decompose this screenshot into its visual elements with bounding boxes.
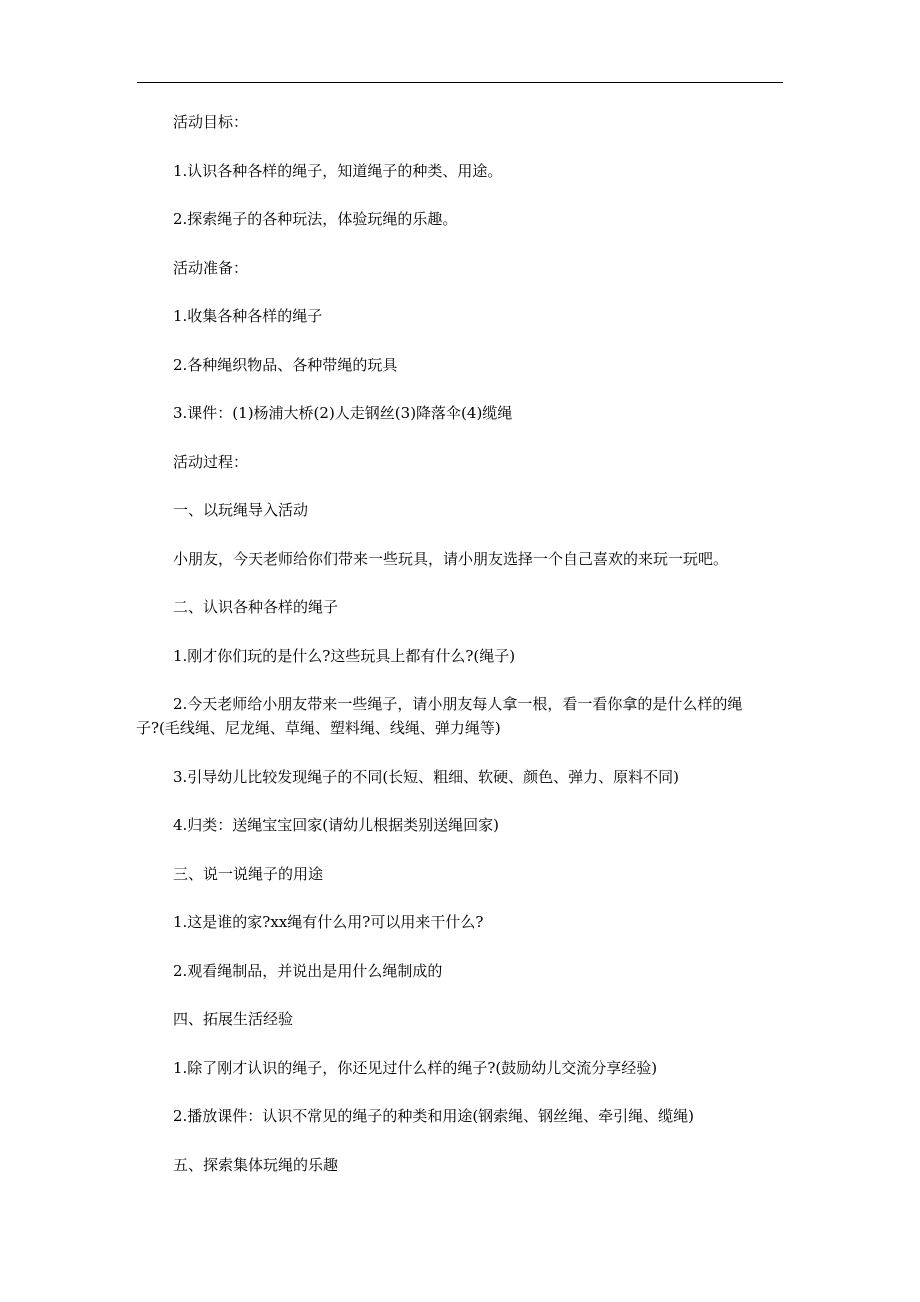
step-2-item-4: 4.归类：送绳宝宝回家(请幼儿根据类别送绳回家) <box>173 816 500 834</box>
document-body <box>136 110 783 1177</box>
step-2-item-2: 2.今天老师给小朋友带来一些绳子，请小朋友每人拿一根，看一看你拿的是什么样的绳 <box>173 695 743 713</box>
step-3-item-2: 2.观看绳制品，并说出是用什么绳制成的 <box>173 961 443 980</box>
preparation-item-2: 2.各种绳织物品、各种带绳的玩具 <box>173 355 398 374</box>
step-heading-3: 三、说一说绳子的用途 <box>173 864 324 883</box>
preparation-item-3: 3.课件：(1)杨浦大桥(2)人走钢丝(3)降落伞(4)缆绳 <box>173 404 513 422</box>
goal-item-2: 2.探索绳子的各种玩法，体验玩绳的乐趣。 <box>173 210 458 228</box>
step-heading-5: 五、探索集体玩绳的乐趣 <box>173 1155 339 1174</box>
preparation-item-1: 1.收集各种各样的绳子 <box>173 307 323 325</box>
header-rule <box>137 82 783 83</box>
section-heading-process: 活动过程： <box>173 452 249 471</box>
step-2-item-2-continued: 子?(毛线绳、尼龙绳、草绳、塑料绳、线绳、弹力绳等) <box>136 719 501 737</box>
step-2-item-1: 1.刚才你们玩的是什么?这些玩具上都有什么?(绳子) <box>173 646 516 665</box>
step-4-item-1: 1.除了刚才认识的绳子，你还见过什么样的绳子?(鼓励幼儿交流分享经验) <box>173 1058 658 1077</box>
step-heading-2: 二、认识各种各样的绳子 <box>173 598 339 616</box>
step-3-item-1: 1.这是谁的家?xx绳有什么用?可以用来干什么? <box>173 913 484 931</box>
step-1-text: 小朋友，今天老师给你们带来一些玩具，请小朋友选择一个自己喜欢的来玩一玩吧。 <box>173 549 729 568</box>
step-2-item-3: 3.引导幼儿比较发现绳子的不同(长短、粗细、软硬、颜色、弹力、原料不同) <box>173 767 680 786</box>
section-heading-preparation: 活动准备： <box>173 258 249 277</box>
goal-item-1: 1.认识各种各样的绳子，知道绳子的种类、用途。 <box>173 161 503 180</box>
step-4-item-2: 2.播放课件：认识不常见的绳子的种类和用途(钢索绳、钢丝绳、牵引绳、缆绳) <box>173 1107 695 1125</box>
step-heading-4: 四、拓展生活经验 <box>173 1010 294 1028</box>
section-heading-goals: 活动目标： <box>173 113 249 131</box>
step-heading-1: 一、以玩绳导入活动 <box>173 501 309 519</box>
